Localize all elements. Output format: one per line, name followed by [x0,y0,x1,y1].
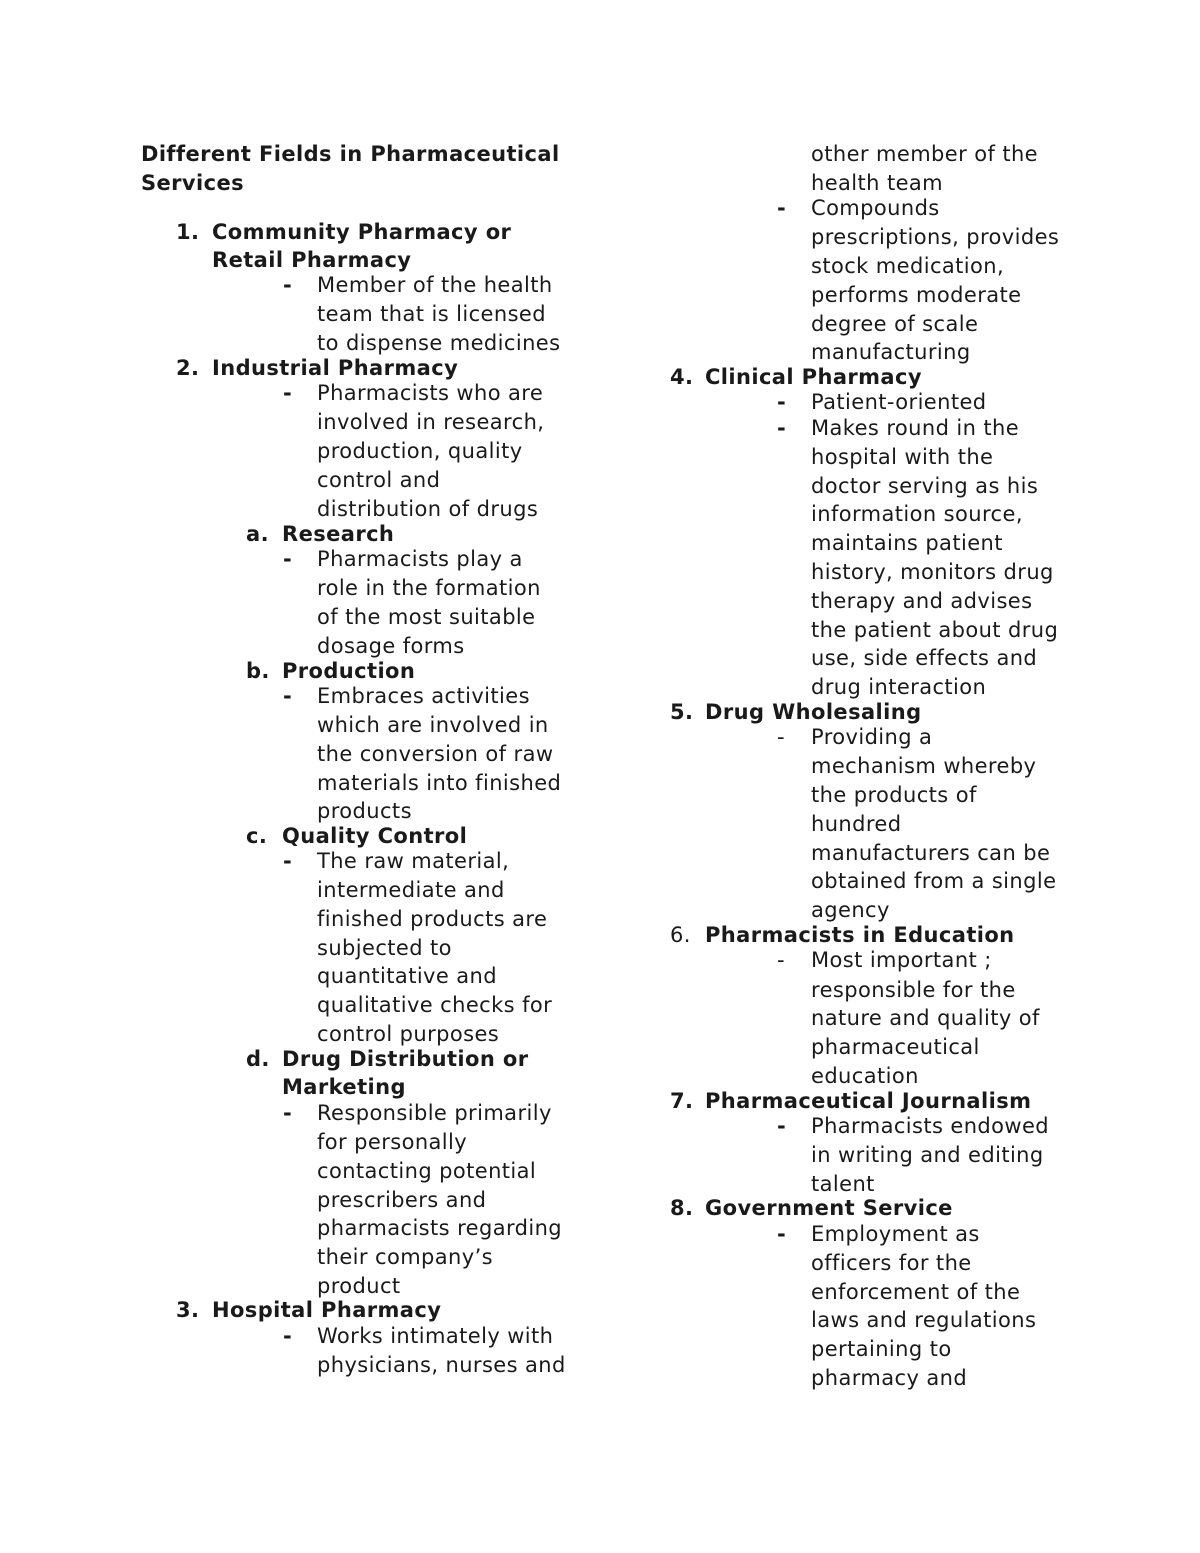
item-text: education [811,1064,919,1088]
item-text: the patient about drug [811,618,1059,642]
item-text: Embraces activities [317,684,530,708]
item-text: pharmacists regarding [317,1216,563,1240]
item-text: hospital with the [811,445,994,469]
bullet-dash: - [283,1324,292,1348]
item-text: control purposes [317,1022,500,1046]
item-text: in writing and editing [811,1143,1044,1167]
item-text: team that is licensed [317,302,546,326]
bullet-dash: - [283,1101,292,1125]
subsection-heading: Drug Distribution or [282,1047,529,1071]
item-text: Responsible primarily [317,1101,552,1125]
item-text: qualitative checks for [317,993,553,1017]
subsection-letter: b. [246,659,270,683]
section-number: 2. [176,356,200,380]
section-heading: Clinical Pharmacy [705,365,922,389]
bullet-dash: - [283,547,292,571]
item-text: pharmaceutical [811,1035,980,1059]
item-text: history, monitors drug [811,560,1054,584]
item-text: Member of the health [317,273,553,297]
section-number: 6. [670,923,691,947]
item-text: prescriptions, provides [811,225,1060,249]
item-text: pharmacy and [811,1366,968,1390]
bullet-dash: - [777,390,786,414]
item-text: agency [811,898,890,922]
item-text: therapy and advises [811,589,1033,613]
item-text: dosage forms [317,634,465,658]
item-text: contacting potential [317,1159,537,1183]
item-text: degree of scale [811,312,979,336]
item-text: health team [811,171,944,195]
bullet-dash: - [283,684,292,708]
bullet-dash: - [777,1222,786,1246]
item-text: talent [811,1172,875,1196]
item-text: Pharmacists endowed [811,1114,1050,1138]
item-text: their company’s [317,1245,494,1269]
item-text: doctor serving as his [811,474,1039,498]
item-text: of the most suitable [317,605,536,629]
item-text: Pharmacists play a [317,547,523,571]
section-heading: Drug Wholesaling [705,700,922,724]
section-number: 7. [670,1089,694,1113]
item-text: intermediate and [317,878,505,902]
item-text: Employment as [811,1222,980,1246]
item-text: other member of the [811,142,1038,166]
item-text: use, side effects and [811,646,1038,670]
bullet-dash: - [283,273,292,297]
document-title: Services [141,171,245,195]
bullet-dash: - [777,948,785,972]
item-text: production, quality [317,439,523,463]
subsection-heading: Research [282,522,395,546]
item-text: Pharmacists who are [317,381,544,405]
item-text: Most important ; [811,948,992,972]
subsection-heading: Production [282,659,416,683]
item-text: laws and regulations [811,1308,1037,1332]
section-heading: Industrial Pharmacy [212,356,459,380]
item-text: prescribers and [317,1188,487,1212]
item-text: finished products are [317,907,548,931]
item-text: role in the formation [317,576,541,600]
item-text: distribution of drugs [317,497,539,521]
item-text: manufacturing [811,340,971,364]
item-text: products [317,799,412,823]
bullet-dash: - [777,1114,786,1138]
subsection-heading: Marketing [282,1075,406,1099]
item-text: enforcement of the [811,1280,1021,1304]
section-number: 3. [176,1298,200,1322]
item-text: hundred [811,812,902,836]
section-heading: Pharmaceutical Journalism [705,1089,1032,1113]
item-text: manufacturers can be [811,841,1051,865]
section-heading: Government Service [705,1196,953,1220]
subsection-letter: c. [246,824,268,848]
section-number: 8. [670,1196,694,1220]
item-text: information source, [811,502,1023,526]
section-number: 1. [176,220,200,244]
subsection-heading: Quality Control [282,824,468,848]
item-text: materials into finished [317,771,562,795]
item-text: Patient-oriented [811,390,987,414]
item-text: for personally [317,1130,468,1154]
item-text: involved in research, [317,410,545,434]
item-text: obtained from a single [811,869,1057,893]
item-text: Providing a [811,725,933,749]
item-text: physicians, nurses and [317,1353,566,1377]
section-heading: Hospital Pharmacy [212,1298,442,1322]
item-text: Compounds [811,196,940,220]
section-number: 4. [670,365,694,389]
bullet-dash: - [283,381,292,405]
item-text: The raw material, [317,849,510,873]
item-text: quantitative and [317,964,497,988]
bullet-dash: - [777,725,785,749]
section-heading: Community Pharmacy or [212,220,512,244]
document-title: Different Fields in Pharmaceutical [141,142,560,166]
item-text: subjected to [317,936,452,960]
item-text: nature and quality of [811,1006,1040,1030]
item-text: drug interaction [811,675,987,699]
item-text: Makes round in the [811,416,1020,440]
section-heading: Retail Pharmacy [212,248,412,272]
bullet-dash: - [283,849,292,873]
item-text: control and [317,468,441,492]
item-text: officers for the [811,1251,972,1275]
bullet-dash: - [777,416,786,440]
item-text: the conversion of raw [317,742,554,766]
section-number: 5. [670,700,694,724]
bullet-dash: - [777,196,786,220]
subsection-letter: d. [246,1047,270,1071]
item-text: responsible for the [811,978,1016,1002]
subsection-letter: a. [246,522,269,546]
item-text: which are involved in [317,713,549,737]
item-text: the products of [811,783,977,807]
item-text: Works intimately with [317,1324,554,1348]
section-heading: Pharmacists in Education [705,923,1015,947]
item-text: mechanism whereby [811,754,1037,778]
item-text: stock medication, [811,254,1005,278]
item-text: pertaining to [811,1337,952,1361]
item-text: performs moderate [811,283,1022,307]
item-text: to dispense medicines [317,331,561,355]
item-text: product [317,1274,401,1298]
item-text: maintains patient [811,531,1003,555]
